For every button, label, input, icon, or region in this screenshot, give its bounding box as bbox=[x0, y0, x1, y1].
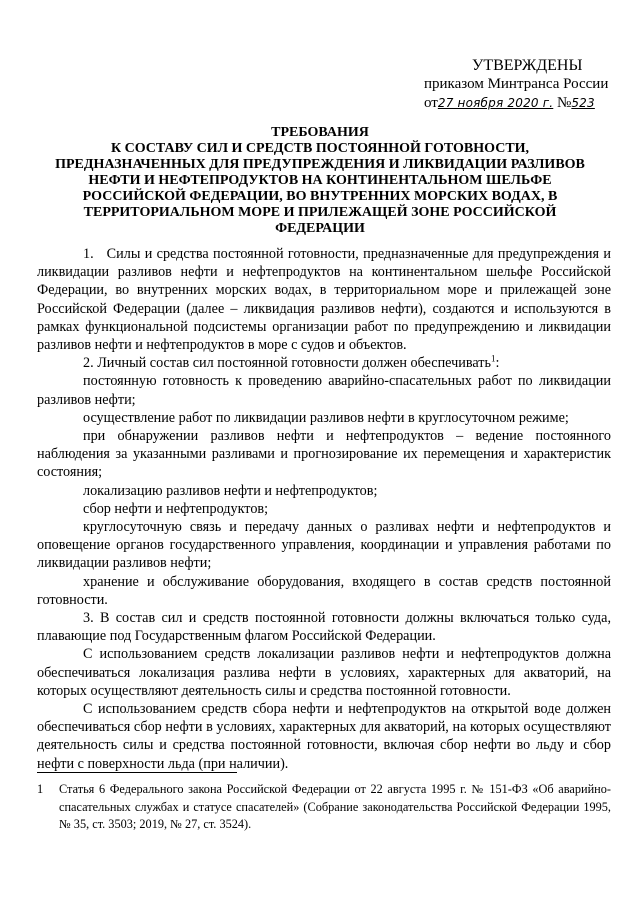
paragraph-1: 1. Силы и средства постоянной готовности, предназначенные для предупреждения и ликвидации разливов нефти и нефтепродуктов на континентальном шельфе Российской Федерации, во внутренних морских водах, в территориальном море и прилежащей зоне Российской Федерации (далее – ликвидация разливов нефти), создаются и используются в рамках функциональной подсистемы организации работ по предупреждению и ликвидации разливов нефти и нефтепродуктов в море с судов и объектов. bbox=[37, 246, 611, 354]
number-prefix: № bbox=[557, 95, 572, 111]
handwritten-number: 523 bbox=[571, 96, 595, 110]
handwritten-date: 27 ноября 2020 г. bbox=[437, 96, 554, 110]
paragraph-2-text: 2. Личный состав сил постоянной готовности должен обеспечивать bbox=[83, 355, 491, 372]
list-item-collection: сбор нефти и нефтепродуктов; bbox=[83, 500, 269, 517]
list-item-monitoring: при обнаружении разливов нефти и нефтепродуктов – ведение постоянного наблюдения за указанными разливами и прогнозирование их перемещения и характеристик состояния; bbox=[37, 428, 611, 481]
approval-block bbox=[424, 56, 629, 113]
paragraph-3: 3. В состав сил и средств постоянной готовности должны включаться только суда, плавающие под Государственным флагом Российской Федерации. bbox=[37, 610, 611, 645]
approval-order-line: приказом Минтранса России bbox=[424, 76, 609, 92]
list-item-round-the-clock: осуществление работ по ликвидации разливов нефти в круглосуточном режиме; bbox=[83, 409, 569, 426]
list-item-communication: круглосуточную связь и передачу данных о разливах нефти и нефтепродуктов и оповещение органов государственного управления, координации и управления работами по ликвидации разливов нефти; bbox=[37, 519, 611, 572]
paragraph-2 bbox=[37, 354, 611, 372]
document-body bbox=[37, 245, 611, 773]
footnote-number: 1 bbox=[37, 782, 44, 796]
footnote-text: Статья 6 Федерального закона Российской Федерации от 22 августа 1995 г. № 151-ФЗ «Об аварийно-спасательных службах и статусе спасателей» (Собрание законодательства Российской Федерации 1995, № 35, ст. 3503; 2019, № 27, ст. 3524). bbox=[59, 782, 611, 831]
approval-date-number-line bbox=[424, 94, 629, 113]
paragraph-localization-means: С использованием средств локализации разливов нефти и нефтепродуктов должна обеспечиваться локализация разлива нефти в условиях, характерных для акваторий, на которых осуществляют деятельность силы и средства постоянной готовности. bbox=[37, 646, 611, 699]
list-item-localization: локализацию разливов нефти и нефтепродуктов; bbox=[83, 482, 378, 499]
list-item-equipment: хранение и обслуживание оборудования, входящего в состав средств постоянной готовности. bbox=[37, 573, 611, 608]
list-item-readiness: постоянную готовность к проведению аварийно-спасательных работ по ликвидации разливов нефти; bbox=[37, 373, 611, 408]
footnote-separator bbox=[37, 772, 237, 773]
footnote bbox=[37, 781, 611, 834]
date-prefix: от bbox=[424, 95, 438, 111]
document-title bbox=[40, 125, 600, 237]
footnote-reference: 1 bbox=[490, 353, 496, 364]
approval-stamp-label: УТВЕРЖДЕНЫ bbox=[472, 57, 583, 74]
title-heading: ТРЕБОВАНИЯ bbox=[271, 125, 369, 140]
paragraph-2-tail: : bbox=[495, 355, 500, 372]
title-subheading: К СОСТАВУ СИЛ И СРЕДСТВ ПОСТОЯННОЙ ГОТОВНОСТИ, ПРЕДНАЗНАЧЕННЫХ ДЛЯ ПРЕДУПРЕЖДЕНИЯ И ЛИКВИДАЦИИ РАЗЛИВОВ НЕФТИ И НЕФТЕПРОДУКТОВ НА КОНТИНЕНТАЛЬНОМ ШЕЛЬФЕ РОССИЙСКОЙ ФЕДЕРАЦИИ, ВО ВНУТРЕННИХ МОРСКИХ ВОДАХ, В ТЕРРИТОРИАЛЬНОМ МОРЕ И ПРИЛЕЖАЩЕЙ ЗОНЕ РОССИЙСКОЙ ФЕДЕРАЦИИ bbox=[55, 141, 585, 236]
paragraph-collection-means: С использованием средств сбора нефти и нефтепродуктов на открытой воде должен обеспечиваться сбор нефти в условиях, характерных для акваторий, на которых осуществляют деятельность силы и средства постоянной готовности, включая сбор нефти во льду и сбор нефти с поверхности льда (при наличии). bbox=[37, 701, 611, 772]
